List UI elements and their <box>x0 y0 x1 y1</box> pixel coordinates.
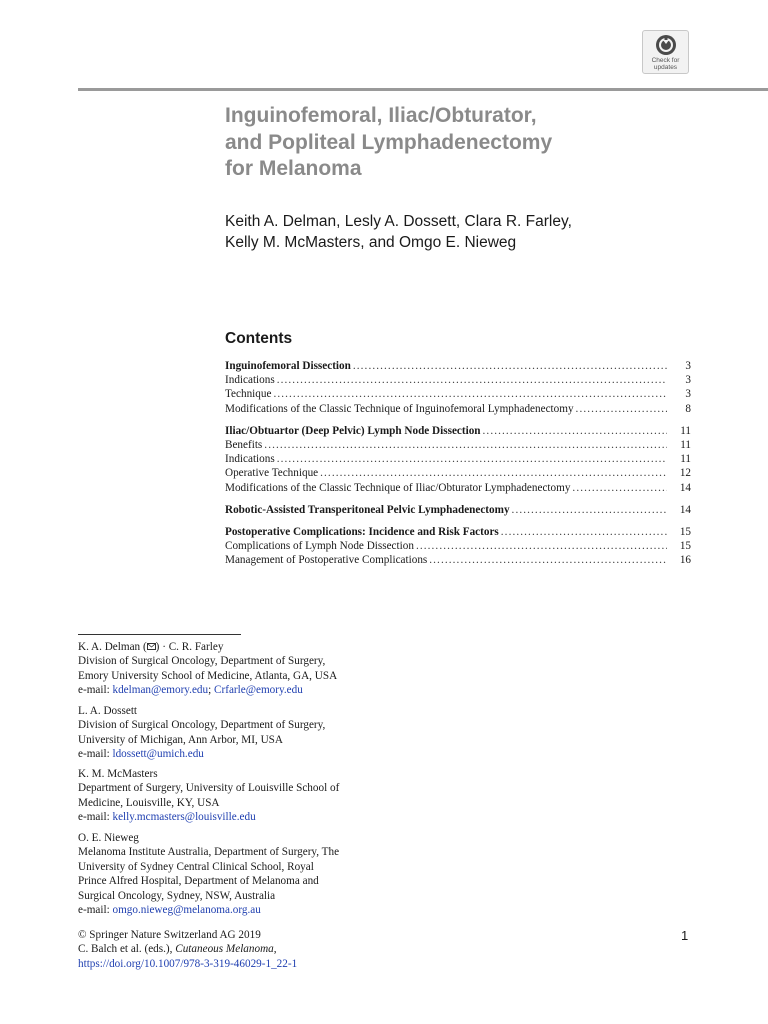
toc-entry-title: Iliac/Obtuartor (Deep Pelvic) Lymph Node Dissection <box>225 424 481 437</box>
email-link[interactable]: kelly.mcmasters@louisville.edu <box>112 811 256 824</box>
title-line: and Popliteal Lymphadenectomy <box>225 130 553 154</box>
toc-entry[interactable] <box>225 539 691 553</box>
affiliation-names: O. E. Nieweg <box>78 832 139 844</box>
toc-leader-dots <box>277 373 667 387</box>
check-for-updates-badge[interactable] <box>642 30 689 74</box>
toc-entry-title: Operative Technique <box>225 467 319 480</box>
toc-entry[interactable] <box>225 525 691 539</box>
toc-entry-page: 15 <box>679 525 691 538</box>
toc-leader-dots <box>483 424 667 438</box>
toc-entry[interactable] <box>225 373 691 387</box>
toc-entry-title: Benefits <box>225 438 263 451</box>
toc-entry[interactable] <box>225 481 691 495</box>
citation-line: C. Balch et al. (eds.), Cutaneous Melanoma, <box>78 943 277 956</box>
affiliation-line: Surgical Oncology, Sydney, NSW, Australia <box>78 889 276 902</box>
title-line: for Melanoma <box>225 157 362 180</box>
email-line: e-mail: omgo.nieweg@melanoma.org.au <box>78 904 261 917</box>
author-line: Keith A. Delman, Lesly A. Dossett, Clara R. Farley, <box>225 213 572 230</box>
toc-entry-page: 15 <box>679 540 691 553</box>
toc-leader-dots <box>501 525 667 539</box>
affiliation-line: University of Michigan, Ann Arbor, MI, USA <box>78 733 283 746</box>
affiliation-line: Division of Surgical Oncology, Department of Surgery, <box>78 719 326 732</box>
toc-entry-title: Robotic-Assisted Transperitoneal Pelvic Lymphadenectomy <box>225 503 510 516</box>
author-list <box>225 211 665 253</box>
toc-entry-title: Postoperative Complications: Incidence and Risk Factors <box>225 525 499 538</box>
email-line: e-mail: kdelman@emory.edu; Crfarle@emory.edu <box>78 684 303 697</box>
title-line: Inguinofemoral, Iliac/Obturator, <box>225 104 537 127</box>
toc-leader-dots <box>416 539 667 553</box>
affiliation-nieweg <box>78 831 418 917</box>
email-link[interactable]: kdelman@emory.edu <box>112 684 209 697</box>
toc-leader-dots <box>320 466 667 480</box>
affiliation-line: Prince Alfred Hospital, Department of Melanoma and <box>78 875 319 888</box>
table-of-contents <box>225 359 691 575</box>
affiliation-line: Department of Surgery, University of Louisville School of <box>78 782 340 795</box>
affiliation-dossett <box>78 704 418 762</box>
affiliation-line: University of Sydney Central Clinical School, Royal <box>78 860 314 873</box>
toc-leader-dots <box>273 387 667 401</box>
toc-entry[interactable] <box>225 359 691 373</box>
toc-leader-dots <box>512 503 667 517</box>
footnote-rule <box>78 634 241 635</box>
toc-leader-dots <box>576 402 667 416</box>
toc-entry[interactable] <box>225 424 691 438</box>
header-rule <box>78 88 768 91</box>
chapter-title <box>225 103 645 183</box>
copyright-footer <box>78 928 698 971</box>
email-link[interactable]: ldossett@umich.edu <box>112 748 204 761</box>
toc-entry-page: 3 <box>685 360 691 372</box>
email-link[interactable]: omgo.nieweg@melanoma.org.au <box>112 904 261 917</box>
toc-entry-page: 11 <box>680 453 691 466</box>
book-title: Cutaneous Melanoma <box>175 943 274 956</box>
toc-entry-page: 11 <box>680 438 691 451</box>
badge-label: Check for updates <box>651 57 680 71</box>
toc-entry-title: Modifications of the Classic Technique of Iliac/Obturator Lymphadenectomy <box>225 481 571 494</box>
affiliation-delman <box>78 640 418 698</box>
toc-entry-page: 14 <box>679 481 691 494</box>
email-line: e-mail: kelly.mcmasters@louisville.edu <box>78 811 256 824</box>
toc-entry-page: 16 <box>679 554 691 567</box>
toc-entry-title: Indications <box>225 374 275 387</box>
toc-entry-page: 11 <box>680 424 691 437</box>
contents-heading: Contents <box>225 330 293 347</box>
toc-entry-title: Indications <box>225 453 275 466</box>
page-number: 1 <box>681 928 689 943</box>
toc-leader-dots <box>353 359 667 373</box>
toc-entry-page: 3 <box>685 374 691 387</box>
toc-entry[interactable] <box>225 402 691 416</box>
email-line: e-mail: ldossett@umich.edu <box>78 748 204 761</box>
affiliation-line: Emory University School of Medicine, Atlanta, GA, USA <box>78 669 338 682</box>
toc-section <box>225 503 691 517</box>
toc-entry[interactable] <box>225 503 691 517</box>
affiliation-line: Division of Surgical Oncology, Department of Surgery, <box>78 655 326 668</box>
toc-entry[interactable] <box>225 553 691 567</box>
toc-section <box>225 359 691 416</box>
affiliation-names: K. M. McMasters <box>78 768 158 780</box>
affiliation-line: Melanoma Institute Australia, Department of Surgery, The <box>78 846 340 859</box>
toc-leader-dots <box>264 438 667 452</box>
check-updates-icon <box>655 34 677 56</box>
doi-link[interactable]: https://doi.org/10.1007/978-3-319-46029-1_22-1 <box>78 957 298 970</box>
toc-entry-title: Inguinofemoral Dissection <box>225 360 351 372</box>
toc-entry-title: Modifications of the Classic Technique of Inguinofemoral Lymphadenectomy <box>225 402 574 415</box>
toc-leader-dots <box>277 452 667 466</box>
toc-entry-title: Technique <box>225 388 272 401</box>
toc-section <box>225 525 691 568</box>
toc-entry-title: Complications of Lymph Node Dissection <box>225 540 414 553</box>
toc-entry[interactable] <box>225 438 691 452</box>
affiliation-names: K. A. Delman ( ) · C. R. Farley <box>78 641 224 653</box>
affiliation-mcmasters <box>78 767 418 825</box>
toc-entry-page: 12 <box>679 467 691 480</box>
toc-leader-dots <box>429 553 667 567</box>
affiliation-names: L. A. Dossett <box>78 705 138 717</box>
toc-entry-title: Management of Postoperative Complications <box>225 554 428 567</box>
toc-entry[interactable] <box>225 466 691 480</box>
toc-leader-dots <box>572 481 667 495</box>
toc-section <box>225 424 691 495</box>
toc-entry[interactable] <box>225 452 691 466</box>
author-line: Kelly M. McMasters, and Omgo E. Nieweg <box>225 234 517 251</box>
envelope-icon <box>147 643 156 650</box>
toc-entry-page: 14 <box>679 503 691 516</box>
copyright-line: © Springer Nature Switzerland AG 2019 <box>78 929 261 941</box>
affiliation-line: Medicine, Louisville, KY, USA <box>78 796 220 809</box>
toc-entry[interactable] <box>225 387 691 401</box>
toc-entry-page: 8 <box>685 402 691 415</box>
email-link[interactable]: Crfarle@emory.edu <box>214 684 303 697</box>
toc-entry-page: 3 <box>685 388 691 401</box>
